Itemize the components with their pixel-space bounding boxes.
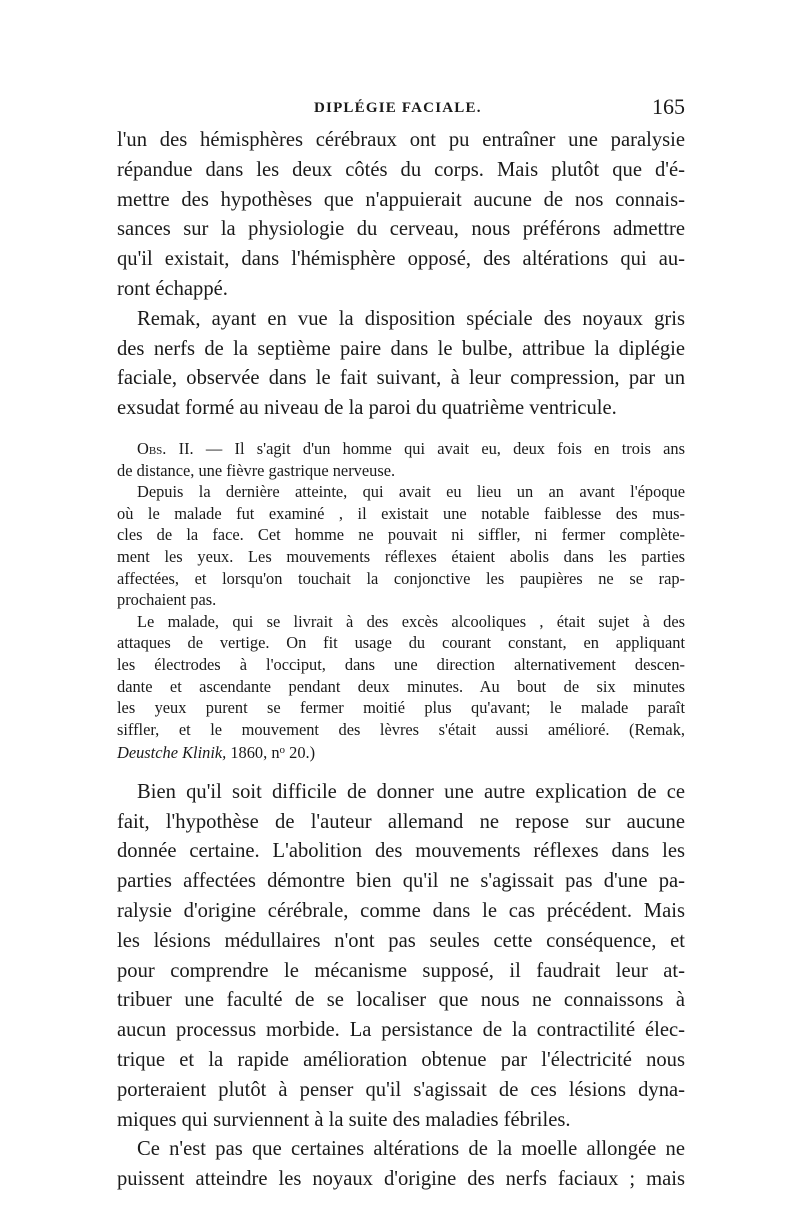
paragraph-3: [117, 778, 685, 1136]
text-line: répandue dans les deux côtés du corps. Mais plutôt que d'é-: [117, 158, 685, 181]
citation-title: Deustche Klinik,: [117, 743, 227, 763]
paragraph-4: [117, 1135, 685, 1195]
text-line: aucun processus morbide. La persistance de la contractilité élec-: [117, 1019, 685, 1042]
text-line: dante et ascendante pendant deux minutes. Au bout de six minutes: [117, 676, 685, 696]
text-line: ront échappé.: [117, 277, 228, 300]
text-line: cles de la face. Cet homme ne pouvait ni siffler, ni fermer complète-: [117, 525, 685, 545]
text-line: où le malade fut examiné , il existait une notable faiblesse des mus-: [117, 503, 685, 523]
text-line: fait, l'hypothèse de l'auteur allemand ne repose sur aucune: [117, 810, 685, 833]
text-line: Ce n'est pas que certaines altérations de la moelle allongée ne: [137, 1138, 685, 1161]
text-line: des nerfs de la septième paire dans le bulbe, attribue la diplégie: [117, 337, 685, 360]
text-line: de distance, une fièvre gastrique nerveuse.: [117, 460, 396, 480]
text-line: qu'il existait, dans l'hémisphère opposé, des altérations qui au-: [117, 248, 685, 271]
observation-first-line: — Il s'agit d'un homme qui avait eu, deux fois en trois ans: [193, 438, 685, 458]
running-head: [117, 94, 685, 124]
text-line: porteraient plutôt à penser qu'il s'agissait de ces lésions dyna-: [117, 1078, 685, 1101]
text-line: prochaient pas.: [117, 590, 217, 610]
observation-label: Obs. II.: [137, 438, 194, 458]
citation-number: 20.): [285, 743, 316, 763]
paragraph-2: [117, 305, 685, 424]
text-line: faciale, observée dans le fait suivant, à leur compression, par un: [117, 367, 685, 390]
text-line: [117, 438, 685, 460]
text-line: l'un des hémisphères cérébraux ont pu entraîner une paralysie: [117, 129, 685, 151]
text-line: tribuer une faculté de se localiser que nous ne connaissons à: [117, 989, 685, 1012]
running-title: DIPLÉGIE FACIALE.: [314, 100, 482, 116]
text-line: ment les yeux. Les mouvements réflexes étaient abolis dans les parties: [117, 546, 685, 566]
text-line: sances sur la physiologie du cerveau, nous préférons admettre: [117, 218, 685, 241]
text-line: trique et la rapide amélioration obtenue par l'électricité nous: [117, 1049, 685, 1072]
citation-superscript: o: [279, 744, 286, 757]
text-line: les lésions médullaires n'ont pas seules cette conséquence, et: [117, 929, 685, 952]
text-line: puissent atteindre les noyaux d'origine des nerfs faciaux ; mais: [117, 1168, 685, 1191]
paragraph-1: [117, 126, 685, 305]
text-line: affectées, et lorsqu'on touchait la conjonctive les paupières ne se rap-: [117, 568, 685, 588]
text-line: miques qui surviennent à la suite des maladies fébriles.: [117, 1108, 571, 1131]
citation-line: [117, 740, 685, 764]
text-line: les électrodes à l'occiput, dans une direction alternativement descen-: [117, 654, 685, 674]
text-line: pour comprendre le mécanisme supposé, il faudrait leur at-: [117, 959, 685, 982]
citation-year: 1860, n: [226, 743, 280, 763]
observation-block: [117, 438, 685, 764]
book-page: [117, 94, 685, 1195]
text-line: Le malade, qui se livrait à des excès alcooliques , était sujet à des: [137, 611, 685, 631]
text-line: ralysie d'origine cérébrale, comme dans le cas précédent. Mais: [117, 900, 685, 923]
text-line: attaques de vertige. On fit usage du courant constant, en appliquant: [117, 633, 685, 653]
text-line: siffler, et le mouvement des lèvres s'était aussi amélioré. (Remak,: [117, 719, 685, 739]
text-line: les yeux purent se fermer moitié plus qu'avant; le malade paraît: [117, 698, 685, 718]
page-number: 165: [652, 94, 685, 119]
text-line: exsudat formé au niveau de la paroi du quatrième ventricule.: [117, 397, 617, 420]
text-line: parties affectées démontre bien qu'il ne s'agissait pas d'une pa-: [117, 870, 685, 893]
text-line: Depuis la dernière atteinte, qui avait eu lieu un an avant l'époque: [137, 482, 685, 502]
text-line: Bien qu'il soit difficile de donner une autre explication de ce: [137, 780, 685, 803]
text-line: donnée certaine. L'abolition des mouvements réflexes dans les: [117, 840, 685, 863]
text-line: Remak, ayant en vue la disposition spéciale des noyaux gris: [137, 307, 685, 330]
text-line: mettre des hypothèses que n'appuierait aucune de nos connais-: [117, 188, 685, 211]
